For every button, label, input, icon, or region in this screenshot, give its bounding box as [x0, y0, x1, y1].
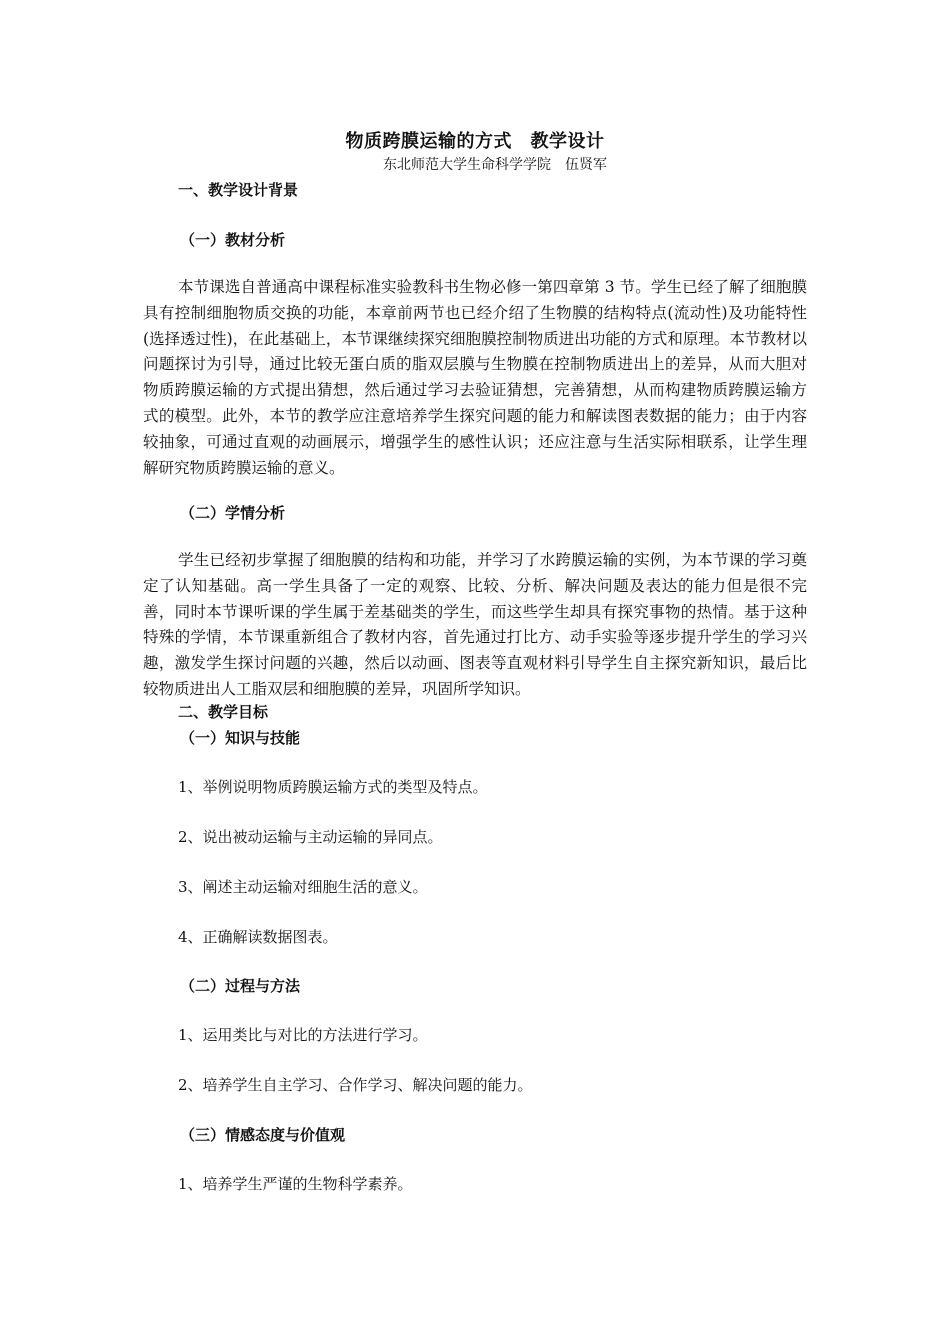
paragraph-textbook-analysis: 本节课选自普通高中课程标准实验教科书生物必修一第四章第 3 节。学生已经了解了细胞膜具有控制细胞物质交换的功能，本章前两节也已经介绍了生物膜的结构特点(流动性)及功能特性(选择透过性)，在此基础上，本节课继续探究细胞膜控制物质进出功能的方式和原理。本节教材以问题探讨为引导，通过比较无蛋白质的脂双层膜与生物膜在控制物质进出上的差异，从而大胆对物质跨膜运输的方式提出猜想，然后通过学习去验证猜想，完善猜想，从而构建物质跨膜运输方式的模型。此外，本节的教学应注意培养学生探究问题的能力和解读图表数据的能力；由于内容较抽象，可通过直观的动画展示，增强学生的感性认识；还应注意与生活实际相联系，让学生理解研究物质跨膜运输的意义。 — [143, 278, 807, 477]
list-item-attitude-1: 1、培养学生严谨的生物科学素养。 — [178, 1175, 413, 1193]
subsection-heading-process-methods: （二）过程与方法 — [180, 977, 301, 995]
section-heading-objectives: 二、教学目标 — [178, 703, 269, 721]
list-item-method-1: 1、运用类比与对比的方法进行学习。 — [178, 1026, 428, 1044]
subsection-heading-student-analysis: （二）学情分析 — [180, 504, 286, 522]
list-item-knowledge-2: 2、说出被动运输与主动运输的异同点。 — [178, 828, 443, 846]
doc-title: 物质跨膜运输的方式 教学设计 — [345, 131, 605, 152]
subsection-heading-textbook-analysis: （一）教材分析 — [180, 231, 286, 249]
subsection-heading-knowledge-skills: （一）知识与技能 — [180, 729, 301, 747]
list-item-knowledge-1: 1、举例说明物质跨膜运输方式的类型及特点。 — [178, 778, 488, 796]
doc-author: 东北师范大学生命科学学院 伍贤军 — [383, 157, 607, 173]
paragraph-student-analysis: 学生已经初步掌握了细胞膜的结构和功能，并学习了水跨膜运输的实例，为本节课的学习奠定了认知基础。高一学生具备了一定的观察、比较、分析、解决问题及表达的能力但是很不完善，同时本节课听课的学生属于差基础类的学生，而这些学生却具有探究事物的热情。基于这种特殊的学情，本节课重新组合了教材内容，首先通过打比方、动手实验等逐步提升学生的学习兴趣，激发学生探讨问题的兴趣，然后以动画、图表等直观材料引导学生自主探究新知识，最后比较物质进出人工脂双层和细胞膜的差异，巩固所学知识。 — [143, 551, 807, 698]
list-item-method-2: 2、培养学生自主学习、合作学习、解决问题的能力。 — [178, 1076, 533, 1094]
subsection-heading-attitudes-values: （三）情感态度与价值观 — [180, 1126, 346, 1144]
section-heading-background: 一、教学设计背景 — [178, 181, 299, 199]
list-item-knowledge-4: 4、正确解读数据图表。 — [178, 928, 338, 946]
list-item-knowledge-3: 3、阐述主动运输对细胞生活的意义。 — [178, 878, 428, 896]
